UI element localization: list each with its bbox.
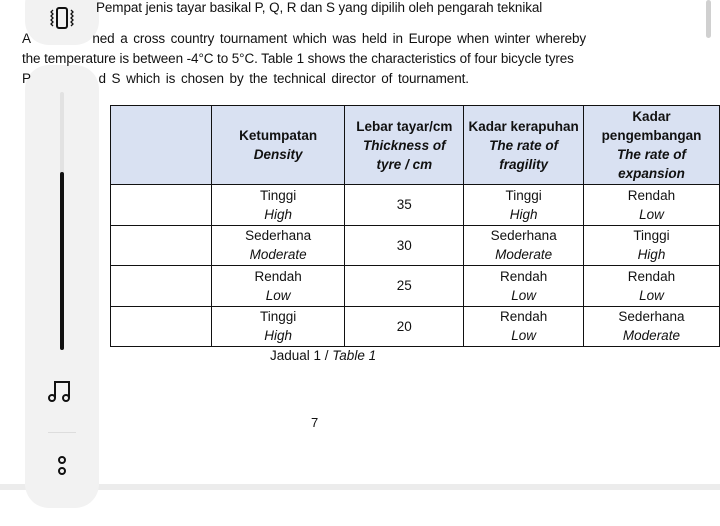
density-cell: Rendah Low	[212, 266, 345, 307]
thickness-cell: 25	[345, 266, 464, 307]
expansion-cell: Rendah Low	[583, 266, 719, 307]
expansion-cell: Tinggi High	[583, 225, 719, 266]
doc-line-1: Pempat jenis tayar basikal P, Q, R dan S yang dipilih oleh pengarah teknikal	[96, 0, 543, 15]
doc-line-3: the temperature is between -4°C to 5°C. Table 1 shows the characteristics of four bicycle tyres	[22, 51, 574, 66]
density-cell: Tinggi High	[212, 185, 345, 226]
fragility-cell: Tinggi High	[464, 185, 583, 226]
scrollbar[interactable]	[706, 0, 711, 38]
table-row	[111, 266, 720, 307]
header-cell	[111, 106, 212, 185]
table-caption: Jadual 1 / Table 1	[270, 348, 377, 363]
tyre-characteristics-table	[110, 105, 720, 347]
density-cell: Sederhana Moderate	[212, 225, 345, 266]
media-volume-slider[interactable]	[60, 92, 64, 350]
thickness-cell: 20	[345, 306, 464, 347]
fragility-cell: Rendah Low	[464, 306, 583, 347]
fragility-cell: Sederhana Moderate	[464, 225, 583, 266]
thickness-cell: 30	[345, 225, 464, 266]
thickness-cell: 35	[345, 185, 464, 226]
expansion-cell: Rendah Low	[583, 185, 719, 226]
header-fragility: Kadar kerapuhan The rate of fragility	[464, 106, 583, 185]
table-header-row	[111, 106, 720, 185]
bottom-bar	[0, 484, 720, 490]
page-number: 7	[311, 415, 319, 430]
divider	[48, 432, 76, 433]
vibrate-icon	[47, 6, 77, 32]
table-row	[111, 306, 720, 347]
header-thickness: Lebar tayar/cm Thickness of tyre / cm	[345, 106, 464, 185]
volume-level-fill	[60, 172, 64, 350]
more-options-icon[interactable]	[55, 455, 69, 477]
table-row	[111, 185, 720, 226]
density-cell: Tinggi High	[212, 306, 345, 347]
doc-line-4: P d S which is chosen by the technical director of tournament.	[22, 71, 469, 86]
expansion-cell: Sederhana Moderate	[583, 306, 719, 347]
doc-line-2: A ned a cross country tournament which was held in Europe when winter whereby	[22, 31, 587, 46]
music-note-icon[interactable]	[46, 377, 76, 403]
header-density: Ketumpatan Density	[212, 106, 345, 185]
header-expansion: Kadar pengembangan The rate of expansion	[583, 106, 719, 185]
fragility-cell: Rendah Low	[464, 266, 583, 307]
table-row	[111, 225, 720, 266]
